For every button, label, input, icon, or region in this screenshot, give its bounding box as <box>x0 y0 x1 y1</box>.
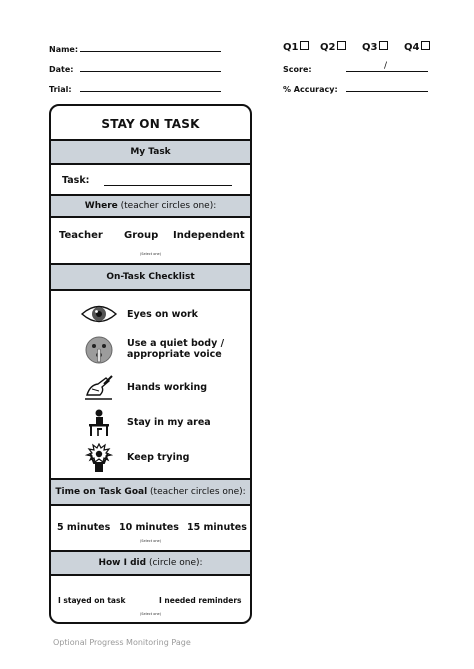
date-field[interactable] <box>80 71 221 72</box>
footer-caption: Optional Progress Monitoring Page <box>53 638 191 647</box>
time-goal-header <box>51 480 250 506</box>
quarter-q4[interactable]: Q4 <box>404 42 430 53</box>
quarter-q3[interactable]: Q3 <box>362 42 388 53</box>
desk-student-icon <box>86 409 112 437</box>
checklist-label: Keep trying <box>127 452 190 463</box>
where-header <box>51 196 250 218</box>
where-header-text: Where (teacher circles one): <box>84 201 217 211</box>
q4-checkbox[interactable] <box>421 41 430 50</box>
eye-icon <box>80 303 118 325</box>
checklist-header-text: On-Task Checklist <box>106 272 195 282</box>
checklist-label: Stay in my area <box>127 417 211 428</box>
task-field[interactable] <box>104 185 232 186</box>
quarter-q2[interactable]: Q2 <box>320 42 346 53</box>
q1-checkbox[interactable] <box>300 41 309 50</box>
time-option-5[interactable]: 5 minutes <box>57 522 111 533</box>
how-i-did-options-row <box>51 576 250 622</box>
my-task-header <box>51 141 250 165</box>
q3-checkbox[interactable] <box>379 41 388 50</box>
trial-field[interactable] <box>80 91 221 92</box>
how-note: (Select one) <box>139 612 162 616</box>
score-field[interactable] <box>346 71 428 72</box>
shush-face-icon <box>84 335 114 365</box>
time-goal-header-text: Time on Task Goal (teacher circles one): <box>55 487 246 497</box>
checklist-label: Eyes on work <box>127 309 198 320</box>
stay-on-task-card <box>49 104 252 624</box>
how-option-stayed-on-task[interactable]: I stayed on task <box>58 596 126 605</box>
my-task-header-text: My Task <box>130 147 171 157</box>
determined-person-icon <box>85 443 113 473</box>
score-separator: / <box>384 61 388 71</box>
checklist-header <box>51 265 250 291</box>
where-option-group[interactable]: Group <box>124 230 159 241</box>
quarter-q1[interactable]: Q1 <box>283 42 309 53</box>
task-row <box>51 165 250 196</box>
trial-label: Trial: <box>49 85 72 94</box>
how-i-did-header <box>51 552 250 576</box>
how-i-did-header-text: How I did (circle one): <box>98 558 203 568</box>
time-note: (Select one) <box>139 539 162 543</box>
where-note: (Select one) <box>139 252 162 256</box>
card-title-row <box>51 106 250 141</box>
name-label: Name: <box>49 45 79 54</box>
task-label: Task: <box>62 175 90 186</box>
checklist-area <box>51 291 250 480</box>
where-option-independent[interactable]: Independent <box>173 230 245 241</box>
time-option-15[interactable]: 15 minutes <box>187 522 247 533</box>
q2-checkbox[interactable] <box>337 41 346 50</box>
date-label: Date: <box>49 65 74 74</box>
how-option-needed-reminders[interactable]: I needed reminders <box>159 596 242 605</box>
checklist-label: Use a quiet body / appropriate voice <box>127 338 225 360</box>
writing-hand-icon <box>84 375 114 401</box>
where-option-teacher[interactable]: Teacher <box>59 230 103 241</box>
name-field[interactable] <box>80 51 221 52</box>
card-title: STAY ON TASK <box>101 117 200 131</box>
time-options-row <box>51 506 250 552</box>
time-option-10[interactable]: 10 minutes <box>119 522 179 533</box>
accuracy-field[interactable] <box>346 91 428 92</box>
checklist-label: Hands working <box>127 382 208 393</box>
where-options-row <box>51 218 250 265</box>
score-label: Score: <box>283 65 312 74</box>
accuracy-label: % Accuracy: <box>283 85 338 94</box>
